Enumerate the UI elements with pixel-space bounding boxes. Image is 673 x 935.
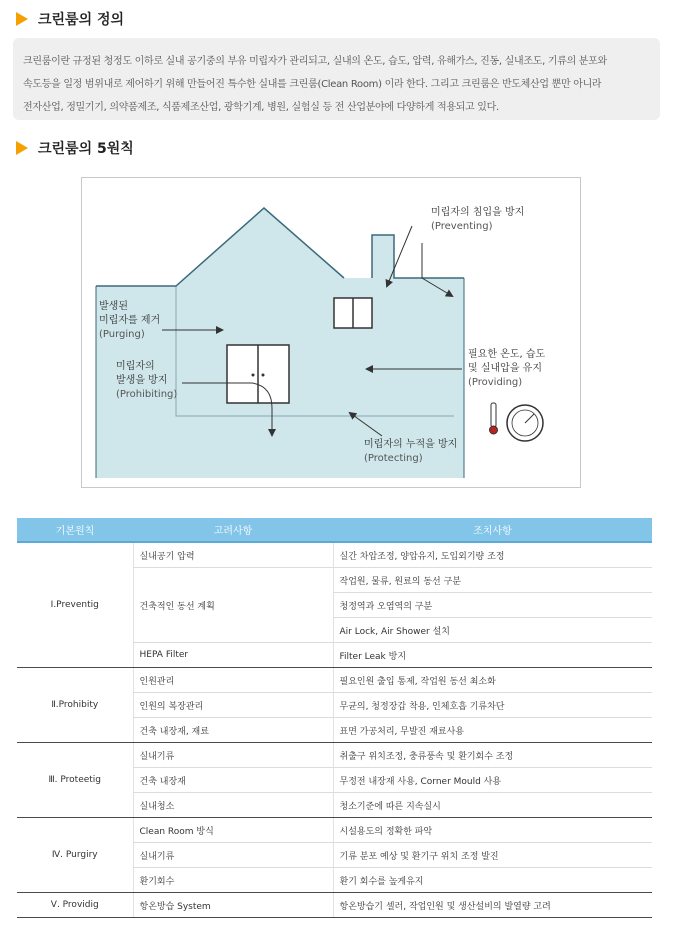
consider-cell: Clean Room 방식 — [133, 818, 333, 843]
header-principle: 기본원칙 — [17, 518, 133, 542]
definition-line: 크린룸이란 규정된 청정도 이하로 실내 공기중의 부유 미립자가 관리되고, 실내의 온도, 습도, 압력, 유해가스, 진동, 실내조도, 기류의 분포와 — [23, 56, 607, 67]
action-cell: 청소기준에 따른 지속실시 — [333, 793, 652, 818]
action-cell: 기류 분포 예상 및 환기구 위치 조정 발진 — [333, 843, 652, 868]
action-cell: 청정역과 오염역의 구분 — [333, 593, 652, 618]
table-row — [17, 668, 652, 693]
action-cell: 작업원, 물류, 원료의 동선 구분 — [333, 568, 652, 593]
definition-box — [13, 38, 660, 120]
consider-cell: 인원의 복장관리 — [133, 693, 333, 718]
action-cell: 환기 회수를 높게유지 — [333, 868, 652, 893]
consider-cell: 건축 내장재, 재료 — [133, 718, 333, 743]
label-preventing: 미립자의 침입을 방지 (Preventing) — [431, 207, 525, 232]
action-cell: Air Lock, Air Shower 설치 — [333, 618, 652, 643]
definition-line: 전자산업, 정밀기기, 의약품제조, 식품제조산업, 광학기계, 병원, 실험실 등 전 산업분야에 다양하게 적용되고 있다. — [23, 102, 499, 113]
action-cell: 필요인원 출입 통제, 작업원 동선 최소화 — [333, 668, 652, 693]
action-cell: 무균의, 청정장갑 착용, 인체호흡 기류차단 — [333, 693, 652, 718]
label-prohibiting: 미립자의 발생을 방지 (Prohibiting) — [116, 361, 178, 400]
consider-cell: 인원관리 — [133, 668, 333, 693]
action-cell: 항온방습기 셀러, 작업인원 및 생산설비의 발열량 고려 — [333, 893, 652, 918]
label-purging: 발생된 미립자를 제거 (Purging) — [99, 301, 161, 340]
action-cell: Filter Leak 방지 — [333, 643, 652, 668]
consider-cell: 실내기류 — [133, 743, 333, 768]
principles-title-text: 크린룸의 5원칙 — [38, 141, 134, 157]
principle-cell: Ⅳ. Purgiry — [17, 818, 133, 893]
table-row — [17, 542, 652, 568]
label-protecting: 미립자의 누적을 방지 (Protecting) — [364, 439, 458, 464]
label-providing: 필요한 온도, 습도 및 실내압을 유지 (Providing) — [468, 349, 546, 388]
arrow-bullet-icon — [16, 141, 28, 155]
consider-cell: 항온방습 System — [133, 893, 333, 918]
table-row — [17, 893, 652, 918]
definition-title-text: 크린룸의 정의 — [38, 12, 125, 28]
action-cell: 무정전 내장재 사용, Corner Mould 사용 — [333, 768, 652, 793]
consider-cell: 실내공기 압력 — [133, 542, 333, 568]
table-row — [17, 743, 652, 768]
consider-cell: HEPA Filter — [133, 643, 333, 668]
consider-cell: 실내기류 — [133, 843, 333, 868]
action-cell: 실간 차압조정, 양압유지, 도입외기량 조정 — [333, 542, 652, 568]
header-action: 조치사항 — [333, 518, 652, 542]
principle-cell: Ⅱ.Prohibity — [17, 668, 133, 743]
principles-title — [16, 138, 134, 158]
principle-cell: Ⅰ.Preventig — [17, 542, 133, 668]
table-header-row — [17, 518, 652, 542]
consider-cell: 환기회수 — [133, 868, 333, 893]
table-row — [17, 818, 652, 843]
action-cell: 표면 가공처리, 무발진 재료사용 — [333, 718, 652, 743]
thermometer-icon — [491, 403, 496, 427]
definition-text — [23, 50, 653, 119]
principle-cell: Ⅲ. Proteetig — [17, 743, 133, 818]
principles-table — [17, 518, 652, 918]
definition-title — [16, 9, 124, 29]
principle-cell: Ⅴ. Providig — [17, 893, 133, 918]
definition-line: 속도등을 일정 범위내로 제어하기 위해 만들어진 특수한 실내를 크린룸(Clean Room) 이라 한다. 그리고 크린룸은 반도체산업 뿐만 아니라 — [23, 79, 602, 90]
consider-cell: 건축적인 동선 계획 — [133, 568, 333, 643]
consider-cell: 실내청소 — [133, 793, 333, 818]
header-consider: 고려사항 — [133, 518, 333, 542]
action-cell: 시설용도의 정확한 파악 — [333, 818, 652, 843]
arrow-bullet-icon — [16, 12, 28, 26]
action-cell: 취출구 위치조정, 충류풍속 및 환기회수 조정 — [333, 743, 652, 768]
consider-cell: 건축 내장재 — [133, 768, 333, 793]
cleanroom-diagram — [81, 177, 581, 488]
